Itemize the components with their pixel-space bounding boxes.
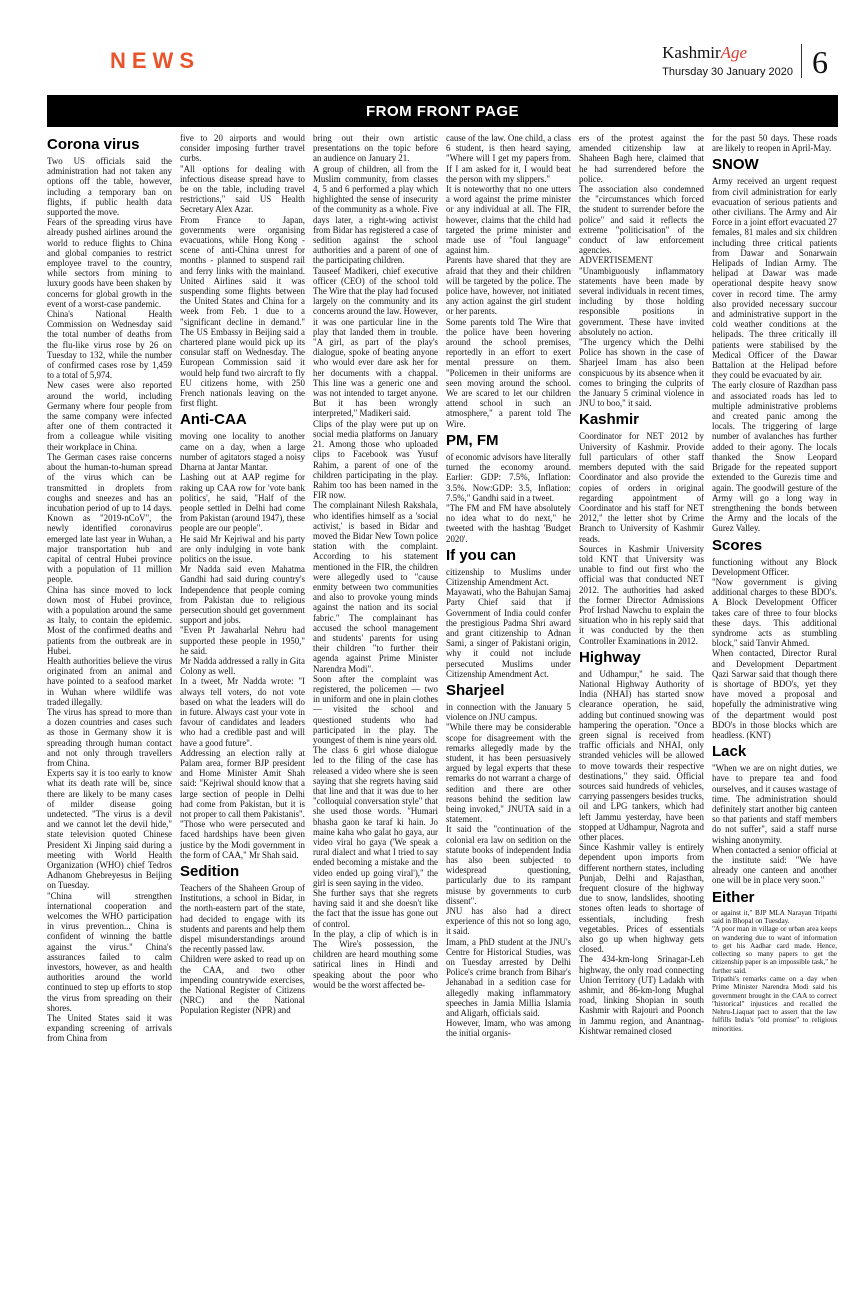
article-paragraph: functioning without any Block Development Officer. (712, 556, 837, 577)
column-4 (446, 133, 571, 1283)
article-paragraph: and Udhampur," he said. The National Highway Authority of India (NHAI) has started snow clearance operation, he said, adding but continued snowing was hampering the operation. "Once a green signal is received from traffic officials and NHAI, only stranded vehicles will be allowed to move towards their respective destinations," they said. Official sources said hundreds of vehicles, carrying passengers besides trucks, oil and LPG tankers, which had left Jammu yesterday, have been stopped at Udhampur, Nagrota and other places. (579, 668, 704, 842)
article-paragraph: "The urgency which the Delhi Police has shown in the case of Sharjeel Imam has also been conspicuous by its absence when it comes to bringing the culprits of the January 5 criminal violence in JNU to boo," it said. (579, 337, 704, 409)
article-paragraph: Fears of the spreading virus have already pushed airlines around the world to reduce flights to China and global companies to restrict employee travel to the country, while sectors from mining to luxury goods have been shaken by concerns for global growth in the event of a worst-case pandemic. (47, 217, 172, 309)
column-3 (313, 133, 438, 1283)
article-headline: Anti-CAA (180, 411, 247, 429)
article-headline: Kashmir (579, 411, 640, 429)
article-headline: Highway (579, 648, 641, 666)
brand-accent: Age (720, 43, 748, 62)
article-paragraph: Army received an urgent request from civil administration for early evacuation of serious patients and other civilians. The Army and Air Force in a joint effort evacuated 27 females, 81 males and six children including three critical patients from Dawar and Sonarwain Helipads of Indian Army. The helipad at Dawar was made operational despite heavy snow cover in record time. The army also provided necessary succour and administrative support in the cold weather conditions at the helipads. The three critically ill patients were stabilised by the Medical Officer of the Dawar Battalion at the Helipad before they could be evacuated by air. (712, 176, 837, 381)
brand-main: Kashmir (662, 43, 721, 62)
article-paragraph: Soon after the complaint was registered, the policemen — two in uniform and one in plain clothes — visited the school and questioned students who had participated in the play. The youngest of them is nine years old. (313, 673, 438, 745)
article-paragraph: five to 20 airports and would consider imposing further travel curbs. (180, 133, 305, 164)
column-2 (180, 133, 305, 1283)
article-paragraph: "China will strengthen international cooperation and welcomes the WHO participation in virus prevention... China is confident of winning the battle against the virus." China's assurances failed to calm investors, however, as and health authorities around the world continued to step up efforts to stop the virus from spreading on their shores. (47, 890, 172, 1013)
article-paragraph: "Unambiguously inflammatory statements have been made by several individuals in recent times, including by those holding responsible positions in government. These have invited absolutely no action. (579, 265, 704, 337)
article-paragraph: Sources in Kashmir University told KNT that University was unable to find out first who the official was that conducted NET 2012. The authorities had asked the former Director Admissions Prof Irshad Nawchu to explain the situation who in his reply said that it was conducted by the then Controller Examinations in 2012. (579, 543, 704, 646)
article-paragraph: The complainant Nilesh Rakshala, who identifies himself as a 'social activist,' is based in Bidar and moved the Bidar New Town police station with the complaint. According to his statement mentioned in the FIR, the children were allegedly used to "cause enmity between two communities and also to provoke young minds against the nation and its social fabric." The complainant has accused the school management and students' parents for using their children "to further their agenda against Prime Minister Narendra Modi". (313, 500, 438, 674)
article-headline: Sedition (180, 863, 240, 881)
article-paragraph: ADVERTISEMENT (579, 255, 653, 266)
article-paragraph: Parents have shared that they are afraid that they and their children will be targeted by the police. The police have, however, not initiated any action against the girl student or her parents. (446, 255, 571, 317)
article-paragraph: A group of children, all from the Muslim community, from classes 4, 5 and 6 performed a play which highlighted the sense of insecurity of the community as a whole. Five days later, a right-wing activist from Bidar has registered a case of sedition against the school authorities and a parent of one of the participating children. (313, 163, 438, 266)
article-paragraph: She further says that she regrets having said it and she doesn't like the fact that the issue has gone out of control. (313, 888, 438, 929)
article-paragraph: Tauseef Madikeri, chief executive officer (CEO) of the school told The Wire that the play had focused largely on the community and its concerns around the law. However, it was one particular line in the play that landed them in trouble. "A girl, as part of the play's dialogue, spoke of beating anyone who would ever dare ask her for her documents with a chappal. This line was a generic one and was not intended to target anyone. But it has been wrongly interpreted," Madikeri said. (313, 265, 438, 419)
article-paragraph: He said Mr Kejriwal and his party are only indulging in vote bank politics on the issue. (180, 533, 305, 564)
article-paragraph: Children were asked to read up on the CAA, and two other impending countrywide exercises, the National Register of Citizens (NRC) and the National Population Register (NPR) and (180, 954, 305, 1016)
article-paragraph: The 434-km-long Srinagar-Leh highway, the only road connecting Union Territory (UT) Ladakh with ashmir, and 86-km-long Mughal road, linking Shopian in south Kashmir with Rajouri and Poonch in Jammu region, and Anantnag-Kishtwar remained closed (579, 954, 704, 1036)
article-paragraph: Teachers of the Shaheen Group of Institutions, a school in Bidar, in the north-eastern part of the state, had decided to engage with its students and parents and help them dispel misunderstandings around the recently passed law. (180, 883, 305, 955)
article-paragraph: for the past 50 days. These roads are likely to reopen in April-May. (712, 133, 837, 154)
article-paragraph: When contacted, Director Rural and Development Department Qazi Sarwar said that though there is shortage of BDO's, yet they have moved a proposal and hopefully the administrative wing of the department would post BDO's in those blocks which are headless. (KNT) (712, 648, 837, 740)
article-paragraph: Mayawati, who the Bahujan Samaj Party Chief said that if Government of India could confer the prestigious Padma Shri award and grant citizenship to Adnan Sami, a singer of Pakistani origin, why it could not include persecuted Muslims under Citizenship Amendment Act. (446, 587, 571, 679)
article-paragraph: Lashing out at AAP regime for raking up CAA row for 'vote bank politics', he said, "Half of the people settled in Delhi had come from Pakistan (around 1947), these people are our people". (180, 472, 305, 534)
article-paragraph: Addressing an election rally at Palam area, former BJP president and Home Minister Amit Shah said: "Kejriwal should know that a large section of people in Delhi had come from Pakistan, but it is not proper to call them Pakistanis". (180, 747, 305, 819)
article-paragraph: Mr Nadda said even Mahatma Gandhi had said during country's Independence that people coming from Pakistan due to religious persecution should get government support and jobs. (180, 564, 305, 626)
article-paragraph: The virus has spread to more than a dozen countries and cases such as those in Germany show it is spreading through human contact and not only through travellers from China. (47, 706, 172, 768)
article-headline: SNOW (712, 156, 759, 174)
article-paragraph: Experts say it is too early to know what its death rate will be, since there are likely to be many cases of milder disease going undetected. "The virus is a devil and we cannot let the devil hide," state television quoted Chinese President Xi Jinping said during a meeting with World Health Organization (WHO) chief Tedros Adhanom Ghebreyesus in Beijing on Tuesday. (47, 768, 172, 891)
article-paragraph: JNU has also had a direct experience of this not so long ago, it said. (446, 906, 571, 937)
column-1 (47, 133, 172, 1283)
issue-date: Thursday 30 January 2020 (662, 66, 793, 78)
article-paragraph: citizenship to Muslims under Citizenship Amendment Act. (446, 566, 571, 587)
masthead (662, 44, 828, 86)
article-headline: Sharjeel (446, 681, 505, 699)
article-paragraph: Health authorities believe the virus originated from an animal and have pointed to a seafood market in Wuhan where wildlife was traded illegally. (47, 655, 172, 707)
article-paragraph: Coordinator for NET 2012 by University of Kashmir. Provide full particulars of other staff members deputed with the said Coordinator and also provide the copies of orders in original regarding appointment of Coordinator and his staff for NET 2012," the letter shot by Crime Branch to University of Kashmir reads. (579, 431, 704, 544)
article-paragraph: Since Kashmir valley is entirely dependent upon imports from different northern states, including Punjab, Delhi and Rajasthan, frequent closure of the highway due to snow, landslides, shooting stones often leads to shortage of essentials, including fresh vegetables. Prices of essentials also go up when highway gets closed. (579, 842, 704, 955)
article-paragraph: "Now government is giving additional charges to these BDO's. A Block Development Officer takes care of three to four blocks these days. This additional syndrome acts as stumbling block," said Tanvir Ahmed. (712, 576, 837, 649)
masthead-text (662, 44, 802, 78)
article-paragraph: China has since moved to lock down most of Hubei province, with a population around the same as Italy, to contain the epidemic. Most of the confirmed deaths and patients from the outbreak are in Hubei. (47, 584, 172, 656)
article-headline: Either (712, 888, 755, 906)
article-paragraph: "A poor man in village or urban area keeps on wandering due to want of information to get his Aadhar card made. Hence, collecting so many papers to get the citizenship paper is an impossible task," he further said. (712, 925, 837, 975)
article-paragraph: Some parents told The Wire that the police have been hovering around the school premises, reportedly in an effort to exert mental pressure on them. "Policemen in their uniforms are seen moving around the school. We are scared to let our children attend school in such an atmosphere," a parent told The Wire. (446, 316, 571, 429)
section-banner: FROM FRONT PAGE (47, 95, 838, 127)
article-paragraph: or against it," BJP MLA Narayan Tripathi said in Bhopal on Tuesday. (712, 908, 837, 925)
article-paragraph: "Those who were persecuted and faced hardships have been given justice by the Modi government in the form of CAA," Mr Shah said. (180, 819, 305, 860)
article-headline: Scores (712, 536, 763, 554)
article-paragraph: Mr Nadda addressed a rally in Gita Colony as well. (180, 655, 305, 677)
article-paragraph: The early closure of Razdhan pass and associated roads has led to multiple administrative problems and created panic among the locals. The triggering of large number of avalanches has further added to their agony. The locals thanked the Snow Leopard Brigade for the repeated support extended to the Gurezis time and again. The goodwill gesture of the Army will go a long way in strengthening the bonds between the Army and the locals of the Gurez Valley. (712, 380, 837, 534)
article-paragraph: China's National Health Commission on Wednesday said the total number of deaths from the flu-like virus rose by 26 on Tuesday to 132, while the number of confirmed cases rose by 1,459 to a total of 5,974. (47, 309, 172, 381)
article-paragraph: ers of the protest against the amended citizenship law at Shaheen Bagh here, claimed that he had surrendered before the police. (579, 133, 704, 184)
section-label: NEWS (110, 48, 200, 73)
article-paragraph: In a tweet, Mr Nadda wrote: "I always tell voters, do not vote based on what the leaders will do in future. Always cast your vote in favour of candidates and leaders who had a credible past and will have a good future". (180, 676, 305, 748)
article-paragraph: of economic advisors have literally turned the economy around. Earlier: GDP: 7.5%, Inflation: 3.5%. Now:GDP: 3.5, Inflation: 7.5%," Gandhi said in a tweet. (446, 451, 571, 503)
article-paragraph: It said the "continuation of the colonial era law on sedition on the statute books of independent India has also been subjected to widespread questioning, particularly due to its rampant misuse by governments to curb dissent". (446, 824, 571, 906)
page-header (0, 0, 848, 92)
article-paragraph: In the play, a clip of which is in The Wire's possession, the children are heard mouthing some satirical lines in Hindi and speaking about the poor who would be the worst affected be- (313, 928, 438, 990)
article-headline: PM, FM (446, 431, 499, 449)
article-paragraph: "When we are on night duties, we have to prepare tea and food ourselves, and it causes wastage of time. The administration should definitely start another big canteen so that patients and staff members do not suffer", said a staff nurse wishing anonymity. (712, 763, 837, 845)
article-columns (47, 133, 838, 1283)
article-paragraph: Imam, a PhD student at the JNU's Centre for Historical Studies, was on Tuesday arrested by Delhi Police's crime branch from Bihar's Jehanabad in a sedition case for allegedly making inflammatory speeches in Jamia Millia Islamia and Aligarh, officials said. (446, 936, 571, 1019)
column-5 (579, 133, 704, 1283)
article-headline: If you can (446, 546, 517, 564)
brand-logo (662, 44, 793, 62)
article-paragraph: "While there may be considerable scope for disagreement with the remarks allegedly made by the student, it has been persuasively argued by legal experts that these remarks do not warrant a charge of sedition and there are other reasons behind the sedition law being invoked," JNUTA said in a statement. (446, 722, 571, 825)
article-paragraph: The association also condemned the "circumstances which forced the student to surrender before the police" and said it reflects the extreme "politicisation" of the conduct of law enforcement agencies. (579, 184, 704, 256)
article-paragraph: When contacted a senior official at the institute said: "We have already one canteen and another one will be in place very soon." (712, 844, 837, 886)
article-paragraph: However, Imam, who was among the initial organis- (446, 1018, 571, 1039)
article-paragraph: The United States said it was expanding screening of arrivals from China from (47, 1013, 172, 1044)
article-paragraph: Two US officials said the administration had not taken any options off the table, however, including a temporary ban on flights, if public health data supported the move. (47, 156, 172, 218)
article-paragraph: bring out their own artistic presentations on the topic before an audience on January 21. (313, 133, 438, 164)
article-paragraph: The German cases raise concerns about the human-to-human spread of the virus which can be transmitted in droplets from coughs and sneezes and has an incubation period of up to 14 days. Known as "2019-nCoV", the newly identified coronavirus emerged late last year in Wuhan, a major transportation hub and capital of central Hubei province with a population of 11 million people. (47, 451, 172, 585)
page-number: 6 (812, 44, 828, 80)
article-paragraph: From France to Japan, governments were organising evacuations, while Hong Kong - scene of anti-China unrest for months - planned to suspend rail and ferry links with the mainland. United Airlines said it was suspending some flights between the United States and China for a week from Feb. 1 due to a "significant decline in demand." The US Embassy in Beijing said a chartered plane would pick up its consular staff on Wednesday. The European Commission said it would help fund two aircraft to fly EU citizens home, with 250 French nationals leaving on the first flight. (180, 214, 305, 409)
article-headline: Corona virus (47, 136, 140, 153)
article-paragraph: New cases were also reported around the world, including Germany where four people from the same company were infected after one of them contracted it from a colleague while visiting their workplace in China. (47, 380, 172, 452)
article-headline: Lack (712, 743, 747, 761)
article-paragraph: moving one locality to another came on a day, when a large number of agitators staged a noisy Dharna at Jantar Mantar. (180, 431, 305, 473)
article-paragraph: Tripathi's remarks came on a day when Prime Minister Narendra Modi said his government brought in the CAA to correct "historical" injustices and recalled the Nehru-Liaquat pact to assert that the law fulfills India's "old promise" to religious minorities. (712, 974, 837, 1033)
article-paragraph: in connection with the January 5 violence on JNU campus. (446, 701, 571, 723)
article-paragraph: "Even Pt Jawaharlal Nehru had supported these people in 1950," he said. (180, 625, 305, 656)
article-paragraph: "The FM and FM have absolutely no idea what to do next," he tweeted with the hashtag 'Budget 2020'. (446, 502, 571, 544)
article-paragraph: cause of the law. One child, a class 6 student, is then heard saying, "Where will I get my papers from. If I am asked for it, I would beat the person with my slippers." (446, 133, 571, 184)
article-paragraph: "All options for dealing with infectious disease spread have to be on the table, including travel restrictions," said US Health Secretary Alex Azar. (180, 163, 305, 215)
article-paragraph: Clips of the play were put up on social media platforms on January 21. Among those who uploaded clips to Facebook was Yusuf Rahim, a parent of one of the children participating in the play. Rahim too has been named in the FIR now. (313, 418, 438, 501)
column-6 (712, 133, 837, 1283)
article-paragraph: The class 6 girl whose dialogue led to the filing of the case has released a video where she is seen saying that she regrets having said that line and that it was due to her "colloquial conversation style" that she used those words. "Humari bhasha gaon ke taraf ki hain. Jo maine kaha who galat ho gaya, aur video viral ho gaya ('We speak a rural dialect and what I tried to say ended becoming a mistake and the video ended up going viral')," the girl is seen saying in the video. (313, 745, 438, 888)
article-paragraph: It is noteworthy that no one utters a word against the prime minister or any individual at all. The FIR, however, claims that the child had targeted the prime minister and made use of "foul language" against him. (446, 184, 571, 256)
